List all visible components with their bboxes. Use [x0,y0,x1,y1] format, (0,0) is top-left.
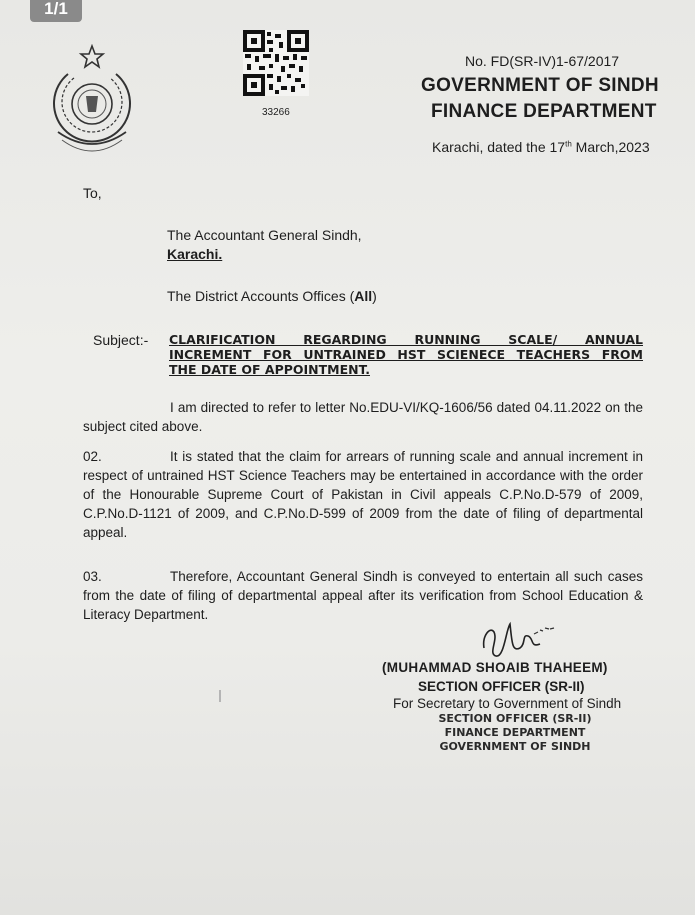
paragraph-2: 02. It is stated that the claim for arrears of running scale and annual increment in respect of untrained HST Science Teachers may be entertained in accordance with the order of the Honourable Supreme Court of Pakistan in Civil appeals C.P.No.D-579 of 2009, C.P.No.D-1121 of 2009, and C.P.No.D-599 of 2009 from the date of filing of departmental appeal. [83,449,643,540]
department-heading: FINANCE DEPARTMENT [431,101,657,122]
addressee-city: Karachi. [167,246,223,262]
page-counter-badge: 1/1 [30,0,82,22]
reference-number: No. FD(SR-IV)1-67/2017 [465,53,620,69]
signatory-title: SECTION OFFICER (SR-II) [418,679,585,694]
addressee-line-2: The District Accounts Offices (All) [167,288,377,304]
signatory-for: For Secretary to Government of Sindh [393,696,622,711]
qr-code-icon [243,30,309,96]
paper-speck [219,690,221,702]
sindh-emblem-icon [46,44,138,156]
subject-label: Subject:- [93,332,149,348]
letter-date: Karachi, dated the 17th March,2023 [432,139,650,155]
salutation-to: To, [83,185,102,201]
subject-text: CLARIFICATION REGARDING RUNNING SCALE/ ANNUAL INCREMENT FOR UNTRAINED HST SCIENECE TEACHERS FROM THE DATE OF APPOINTMENT. [169,332,643,377]
qr-number: 33266 [262,107,290,118]
addressee-line-1: The Accountant General Sindh, [167,227,362,243]
signatory-name: (MUHAMMAD SHOAIB THAHEEM) [382,660,608,675]
paragraph-3: 03. Therefore, Accountant General Sindh is conveyed to entertain all such cases from the date of filing of departmental appeal after its verification from School Education & Literacy Department. [83,569,643,622]
government-heading: GOVERNMENT OF SINDH [421,75,659,96]
paragraph-1: I am directed to refer to letter No.EDU-VI/KQ-1606/56 dated 04.11.2022 on the subject cited above. [83,400,643,434]
official-stamp: SECTION OFFICER (SR-II) FINANCE DEPARTMENT GOVERNMENT OF SINDH [438,712,592,753]
